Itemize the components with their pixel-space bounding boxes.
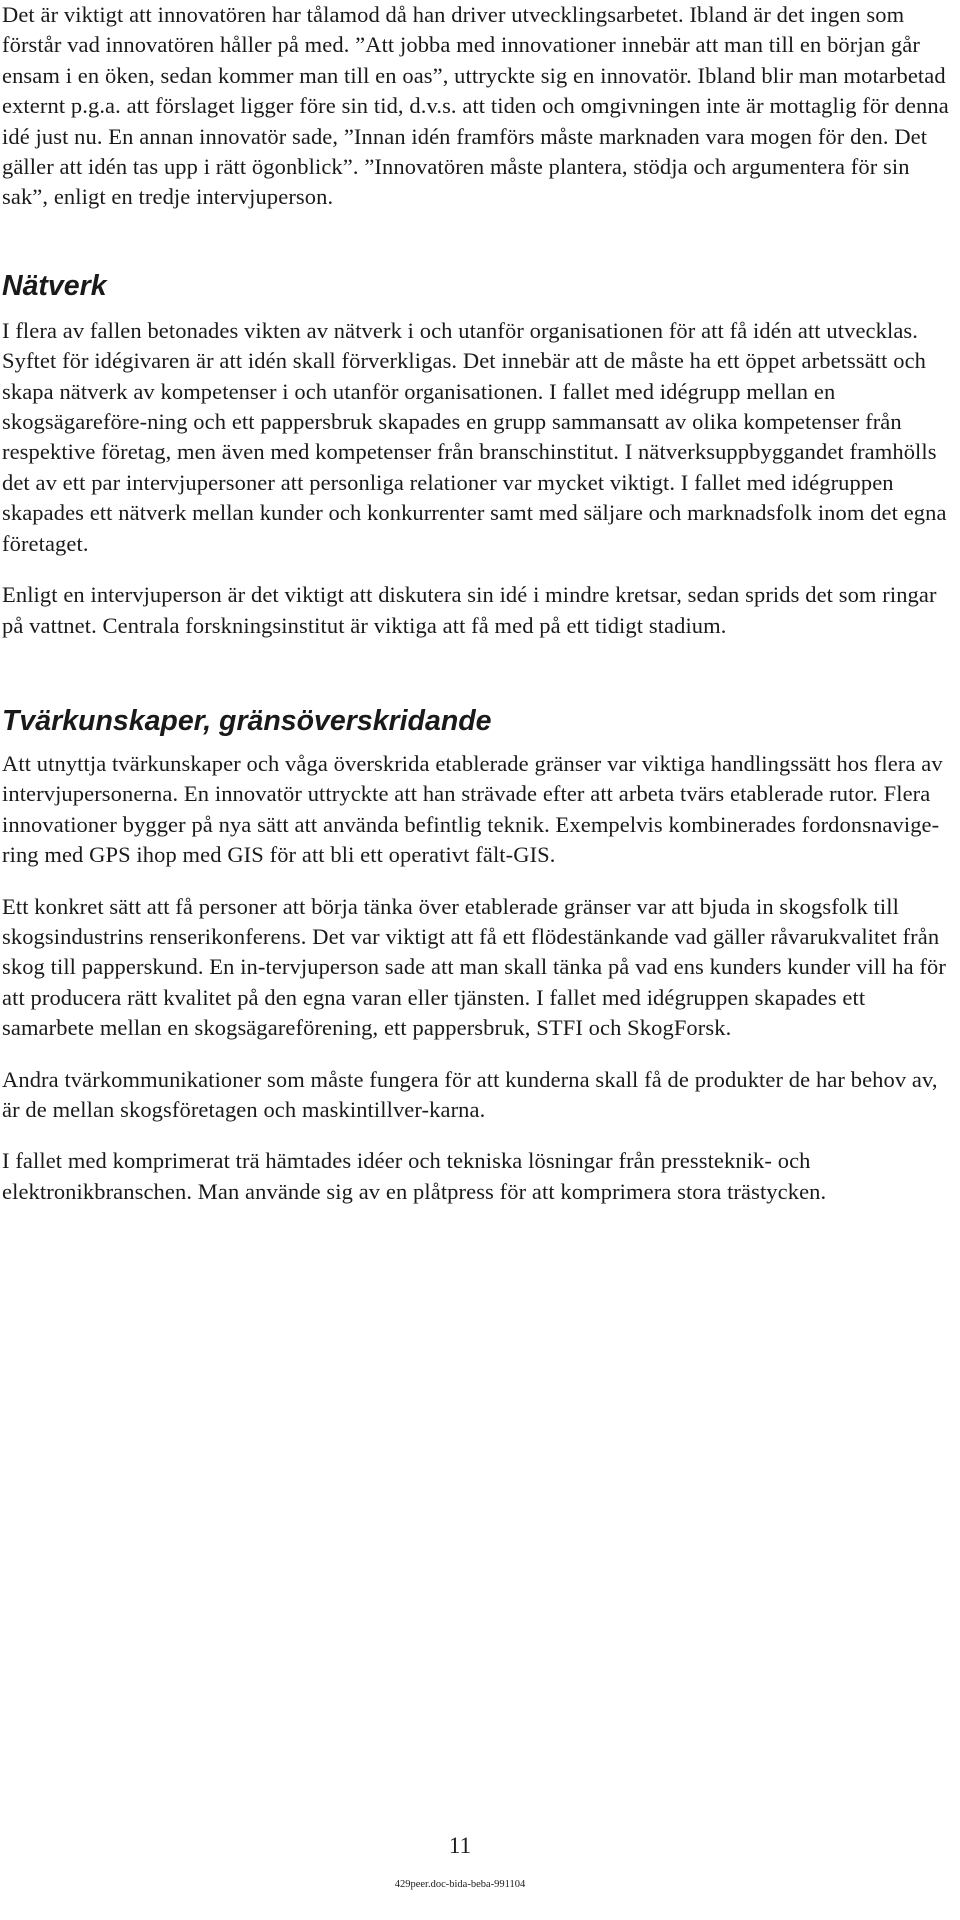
body-paragraph: Enligt en intervjuperson är det viktigt att diskutera sin idé i mindre kretsar, sedan sprids det som ringar på vattnet. Centrala forskningsinstitut är viktiga att få med på ett tidigt stadium.	[2, 582, 937, 638]
body-paragraph: I flera av fallen betonades vikten av nätverk i och utanför organisationen för att få idén att utvecklas. Syftet för idégivaren är att idén skall förverkligas. Det innebär att de måste ha ett öppet arbetssätt och skapa nätverk av kompetenser i och utanför organisationen. I fallet med idégrupp mellan en skogsägareföre-ning och ett pappersbruk skapades en grupp sammansatt av olika kompetenser från respektive företag, men även med kompetenser från branschinstitut. I nätverksuppbyggandet framhölls det av ett par intervjupersoner att personliga relationer var mycket viktigt. I fallet med idégruppen skapades ett nätverk mellan kunder och konkurrenter samt med säljare och marknadsfolk inom det egna företaget.	[2, 317, 947, 556]
body-paragraph: Andra tvärkommunikationer som måste fungera för att kunderna skall få de produkter de har behov av, är de mellan skogsföretagen och maskintillver-karna.	[2, 1066, 938, 1122]
body-paragraph: Att utnyttja tvärkunskaper och våga överskrida etablerade gränser var viktiga handlingssätt hos flera av intervjupersonerna. En innovatör uttryckte att han strävade efter att arbeta tvärs etablerade rutor. Flera innovationer bygger på nya sätt att använda befintlig teknik. Exempelvis kombinerades fordonsnavige-ring med GPS ihop med GIS för att bli ett operativt fält-GIS.	[2, 750, 943, 868]
document-id-footer: 429peer.doc-bida-beba-991104	[394, 1879, 526, 1890]
page-number: 11	[448, 1833, 472, 1858]
body-paragraph: I fallet med komprimerat trä hämtades idéer och tekniska lösningar från pressteknik- och elektronikbranschen. Man använde sig av en plåtpress för att komprimera stora trästycken.	[2, 1148, 827, 1204]
section-heading-natverk: Nätverk	[2, 269, 107, 302]
section-heading-tvarkunskaper: Tvärkunskaper, gränsöverskridande	[2, 704, 492, 737]
intro-paragraph: Det är viktigt att innovatören har tålamod då han driver utvecklingsarbetet. Ibland är det ingen som förstår vad innovatören håller på med. ”Att jobba med innovationer innebär att man till en början går ensam i en öken, sedan kommer man till en oas”, uttryckte sig en innovatör. Ibland blir man motarbetad externt p.g.a. att förslaget ligger före sin tid, d.v.s. att tiden och omgivningen inte är mottaglig för denna idé just nu. En annan innovatör sade, ”Innan idén framförs måste marknaden vara mogen för den. Det gäller att idén tas upp i rätt ögonblick”. ”Innovatören måste plantera, stödja och argumentera för sin sak”, enligt en tredje intervjuperson.	[2, 2, 949, 210]
body-paragraph: Ett konkret sätt att få personer att börja tänka över etablerade gränser var att bjuda in skogsfolk till skogsindustrins renserikonferens. Det var viktigt att få ett flödestänkande vad gäller råvarukvalitet från skog till papperskund. En in-tervjuperson sade att man skall tänka på vad ens kunders kunder vill ha för att producera rätt kvalitet på den egna varan eller tjänsten. I fallet med idégruppen skapades ett samarbete mellan en skogsägareförening, ett pappersbruk, STFI och SkogForsk.	[2, 893, 946, 1041]
